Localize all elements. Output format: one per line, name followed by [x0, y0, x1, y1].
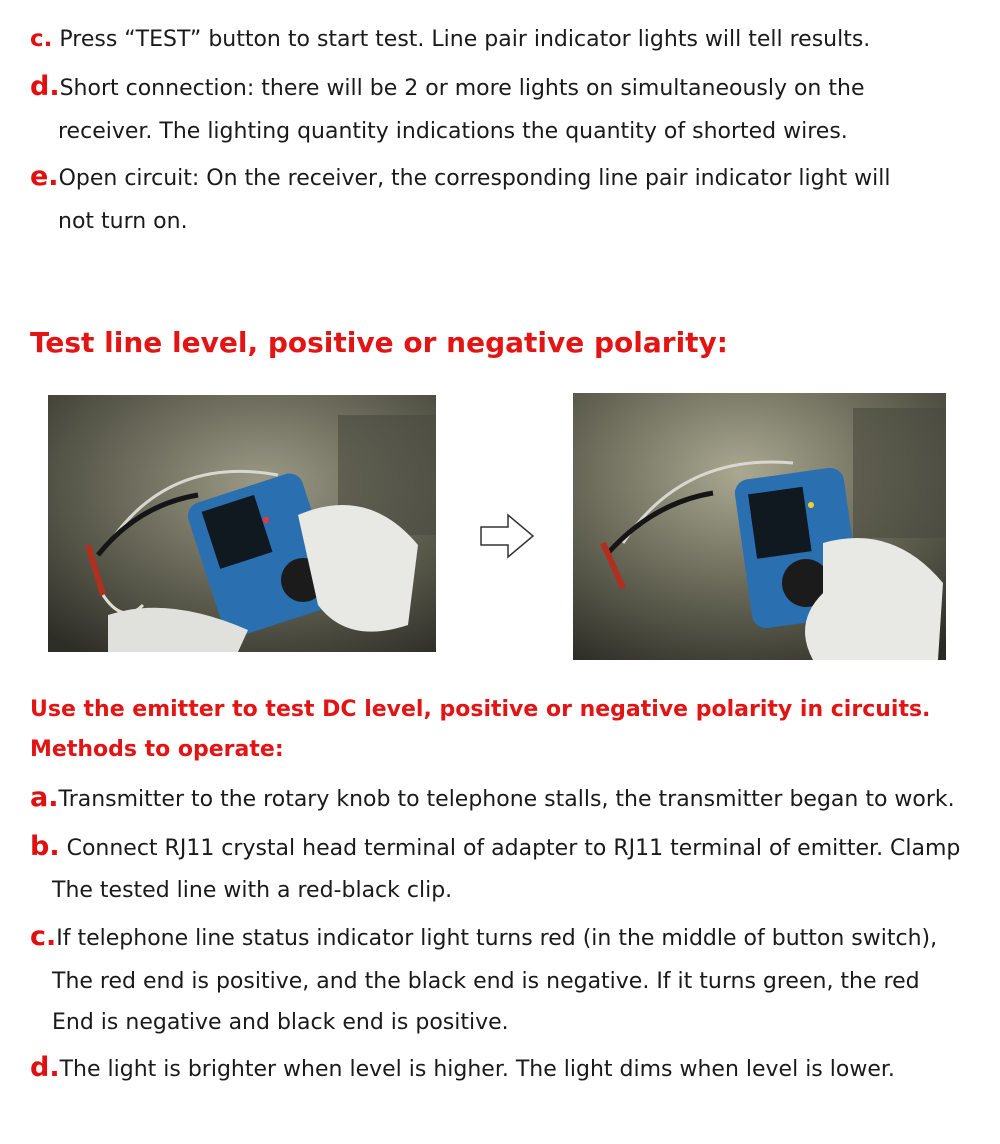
method-b-text-1: Connect RJ11 crystal head terminal of adapter to RJ11 terminal of emitter. Clamp: [59, 836, 961, 861]
method-c-line-1: [30, 922, 937, 954]
method-c-text-1: If telephone line status indicator light turns red (in the middle of button switch),: [56, 926, 938, 951]
step-c-label: c.: [30, 26, 53, 52]
method-b-label: b.: [30, 831, 60, 862]
intro-line-2: Methods to operate:: [30, 737, 284, 762]
method-d-line-1: [30, 1053, 895, 1085]
method-a-line-1: [30, 783, 955, 815]
method-c-line-2: The red end is positive, and the black end is negative. If it turns green, the red: [52, 969, 920, 994]
step-d-line-2: receiver. The lighting quantity indications the quantity of shorted wires.: [58, 119, 848, 144]
section-heading: Test line level, positive or negative polarity:: [30, 326, 729, 359]
step-e-line-1: [30, 162, 891, 194]
photo-right-illustration: [573, 393, 946, 660]
step-d-text-1: Short connection: there will be 2 or more lights on simultaneously on the: [59, 76, 865, 101]
step-d-label: d.: [30, 71, 60, 102]
intro-line-1: Use the emitter to test DC level, positive or negative polarity in circuits.: [30, 697, 931, 722]
step-e-line-2: not turn on.: [58, 209, 188, 234]
method-a-text: Transmitter to the rotary knob to telephone stalls, the transmitter began to work.: [58, 787, 955, 812]
right-arrow-icon: [478, 512, 536, 564]
step-c-line-1: [30, 24, 870, 55]
method-c-line-3: End is negative and black end is positive.: [52, 1010, 509, 1035]
step-c-text: Press “TEST” button to start test. Line pair indicator lights will tell results.: [59, 27, 871, 52]
step-e-label: e.: [30, 161, 59, 192]
photo-right: [573, 393, 946, 660]
method-b-line-1: [30, 832, 960, 864]
step-d-line-1: [30, 72, 864, 104]
photo-left: [48, 395, 436, 652]
photo-left-illustration: [48, 395, 436, 652]
method-d-text: The light is brighter when level is higher. The light dims when level is lower.: [59, 1057, 895, 1082]
method-a-label: a.: [30, 782, 59, 813]
method-b-line-2: The tested line with a red-black clip.: [52, 878, 453, 903]
method-d-label: d.: [30, 1052, 60, 1083]
step-e-text-1: Open circuit: On the receiver, the corresponding line pair indicator light will: [58, 166, 891, 191]
method-c-label: c.: [30, 921, 57, 952]
